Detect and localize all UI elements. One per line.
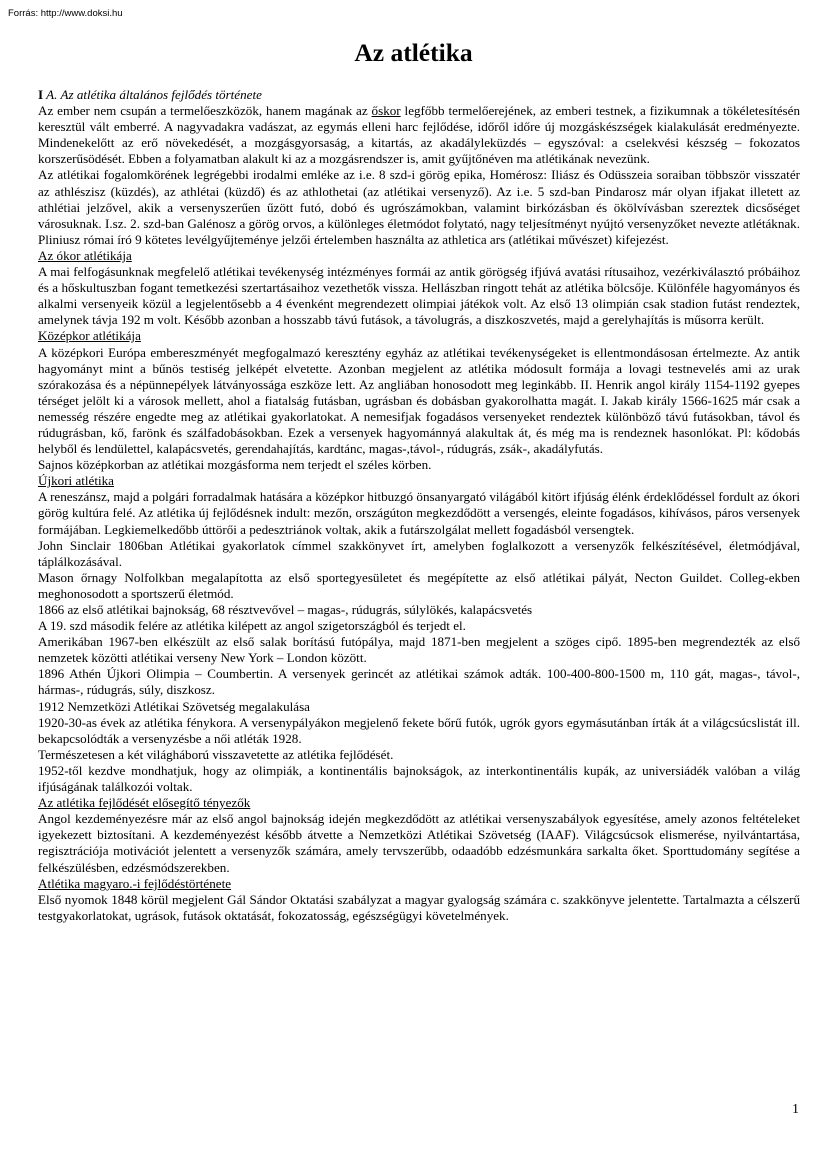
source-note: Forrás: http://www.doksi.hu [8,8,123,19]
paragraph: A 19. szd második felére az atlétika kilépett az angol szigetországból és terjedt el. [38,618,466,634]
paragraph: 1866 az első atlétikai bajnokság, 68 résztvevővel – magas-, rúdugrás, súlylökés, kalapácsvetés [38,602,533,617]
paragraph: 1920-30-as évek az atlétika fénykora. A versenypályákon megjelenő fekete bőrű futók, ugrók gyors egymásutánban írták át a világcsúcslistát ill. bekapcsolódták a versenyzésbe a női atléták 1928. [38,714,800,746]
paragraph [38,103,800,167]
section-title-tenyezok: Az atlétika fejlődését elősegítő tényezők [38,795,251,811]
section-title-okor: Az ókor atlétikája [38,247,132,263]
paragraph: Angol kezdeményezésre már az első angol bajnokság idején megkezdődött az atlétikai versenyszabályok egyesítése, amely azonos feltételeket igyekezett biztosítani. A kezdeményezést később átvette a Nemzetközi Atlétikai Szövetség (IAAF). Világcsúcsok elismerése, nyilvántartása, regisztrációja motivációt jelentett a versenyzők számára, amely tervszerűbb, odaadóbb edzésmunkára sarkalta őket. Sporttudomány segítése a felkészülésben, edzésmódszerekben. [38,811,800,875]
paragraph: Mason őrnagy Nolfolkban megalapította az első sportegyesületet és megépítette az első atlétikai pályát, Necton Guildet. Colleg-ekben meghonosodott a sportszerű életmód. [38,569,800,601]
chapter-title: A. Az atlétika általános fejlődés története [43,87,262,102]
okor-link[interactable]: őskor [371,103,401,119]
paragraph: A reneszánsz, majd a polgári forradalmak hatására a középkor hitbuzgó önsanyargató világából kitört ifjúság élénk érdeklődéssel fordult az ókori görög kultúra felé. Az atlétika új fejlődésnek indult: mezőn, országúton megkezdődött a versengés, eleinte fogadásos, kihívásos, páros versenyek formájában. Legkiemelkedőbb úttörői a pedesztriánok voltak, akik a futárszolgálat mellett fogadásból versengtek. [38,489,800,537]
paragraph: Sajnos középkorban az atlétikai mozgásforma nem terjedt el széles körben. [38,457,432,473]
section-title-kozepkor: Középkor atlétikája [38,328,141,344]
paragraph-text: legfőbb termelőerejének, az emberi testnek, a fizikumnak a tökéletesítésén keresztül vált emberré. A nagyvadakra vadászat, az egymás elleni harc fejlődése, időről időre új mozgáskészségek kialakulását eredményezte. Mindenekelőtt az erő növekedését, a mozgásgyorsaság, a kitartás, az akadályleküzdés – egyszóval: a cselekvési készség – fokozatos korszerűsödését. Ebben a folyamatban alakult ki az a mozgásrendszer is, amit gyűjtőnéven ma atlétikának nevezünk. [38,103,800,167]
chapter-heading [38,87,800,103]
paragraph-text: Az ember nem csupán a termelőeszközök, hanem magának az [38,103,372,119]
paragraph: Amerikában 1967-ben elkészült az első salak borítású futópálya, majd 1871-ben megjelent a szöges cipő. 1895-ben megrendezték az első nemzetek közötti atlétikai verseny New York – London között. [38,634,800,666]
paragraph: 1896 Athén Újkori Olimpia – Coumbertin. A versenyek gerincét az atlétikai számok adták. 100-400-800-1500 m, 110 gát, magas-, távol-, hármas-, rúdugrás, súly, diszkosz. [38,666,800,698]
paragraph: Első nyomok 1848 körül megjelent Gál Sándor Oktatási szabályzat a magyar gyalogság számára c. szakkönyve jelentette. Tartalmazta a célszerű testgyakorlatokat, ugrások, futások oktatását, fokozatosság, egészségügyi követelmények. [38,891,800,923]
chapter-number: I [38,87,44,102]
page-number: 1 [792,1102,799,1117]
document-body [38,87,800,924]
paragraph: 1952-től kezdve mondhatjuk, hogy az olimpiák, a kontinentális bajnokságok, az interkontinentális kupák, az universiádék valóban a világ ifjúságának találkozói voltak. [38,762,800,795]
paragraph: John Sinclair 1806ban Atlétikai gyakorlatok címmel szakkönyvet írt, amelyben foglalkozott a versenyzők felkészítésével, életmódjával, táplálkozásával. [38,537,800,569]
section-title-magyar: Atlétika magyaro.-i fejlődéstörténete [38,875,232,891]
paragraph: Az atlétikai fogalomkörének legrégebbi irodalmi emléke az i.e. 8 szd-i görög epika, Homérosz: Iliász és Odüsszeia soraiban többször visszatér az athlészisz (küzdés), az athlétai (küzdő) és az athlothetai (az atlétikai versenyző). Az i.e. 5 szd-ban Pindarosz már olyan ifjakat illetett az athlétiai jelzővel, akik a versenyszerűen űzött futó, dobó és ugrószámokban, valamint birkózásban és ökölvívásban szereztek dicsőséget városuknak. I.sz. 2. szd-ban Galénosz a görög orvos, a különleges életmódot folytató, nagy teljesítményt nyújtó versenyzőket nevezte atlétáknak. Pliniusz római író 9 kötetes levélgyűjteménye jelzői értelemben használta az athletica ars (atlétikai művészet) kifejezést. [38,167,800,247]
paragraph: A mai felfogásunknak megfelelő atlétikai tevékenység intézményes formái az antik görögség ifjúvá avatási rítusaihoz, vezérkiválasztó próbáihoz és a hőskultuszban fogant temetkezési szertartásaihoz vezethetők vissza. Hellászban ringott tehát az atlétika bölcsője. Különféle hagyományos és alkalmi versenyeik közül a legjelentősebb a 4 évenként megrendezett olimpiai játékok volt. Az első 13 olimpián csak stadion futást rendeztek, amelynek távja 192 m volt. Később azonban a hosszabb távú futások, a távolugrás, a diszkoszvetés, majd a gerelyhajítás is műsorra került. [38,264,800,328]
paragraph: Természetesen a két világháború visszavetette az atlétika fejlődését. [38,746,394,762]
page-title: Az atlétika [354,38,473,67]
paragraph: 1912 Nemzetközi Atlétikai Szövetség megalakulása [38,698,310,714]
paragraph: A középkori Európa embereszményét megfogalmazó keresztény egyház az atlétikai tevékenységeket is ellentmondásosan értelmezte. Az antik hagyományt mint a bűnös testiség jelképét elvetette. Azonban megjelent az atlétika módosult formája a lovagi testnevelés ami az urak szórakozása és a népünnepélyek látványossága eszköze lett. Az angliában honosodott meg leginkább. II. Henrik angol király 1154-1192 gyepes térséget jelölt ki a városok mellett, ahol a fiatalság futásban, ugrásban és dobásban gyakorolhatta magát. I. Jakab király 1566-1625 már csak a nemesség részére engedte meg az atlétikai gyakorlatokat. A nemesifjak fogadásos versenyeket rendeztek különböző távú futásokban, távol és rúdugrásban, kő, farönk és szálfadobásokban. Ezek a versenyek hagyománnyá alakultak át, és még ma is rendeznek hasonlókat. Pl: kődobás helyből és lendülettel, kalapácsvetés, gerendahajítás, kardtánc, magas-,távol-, rúdugrás, zsák-, akadályfutás. [38,344,800,457]
section-title-ujkor: Újkori atlétika [38,473,114,489]
